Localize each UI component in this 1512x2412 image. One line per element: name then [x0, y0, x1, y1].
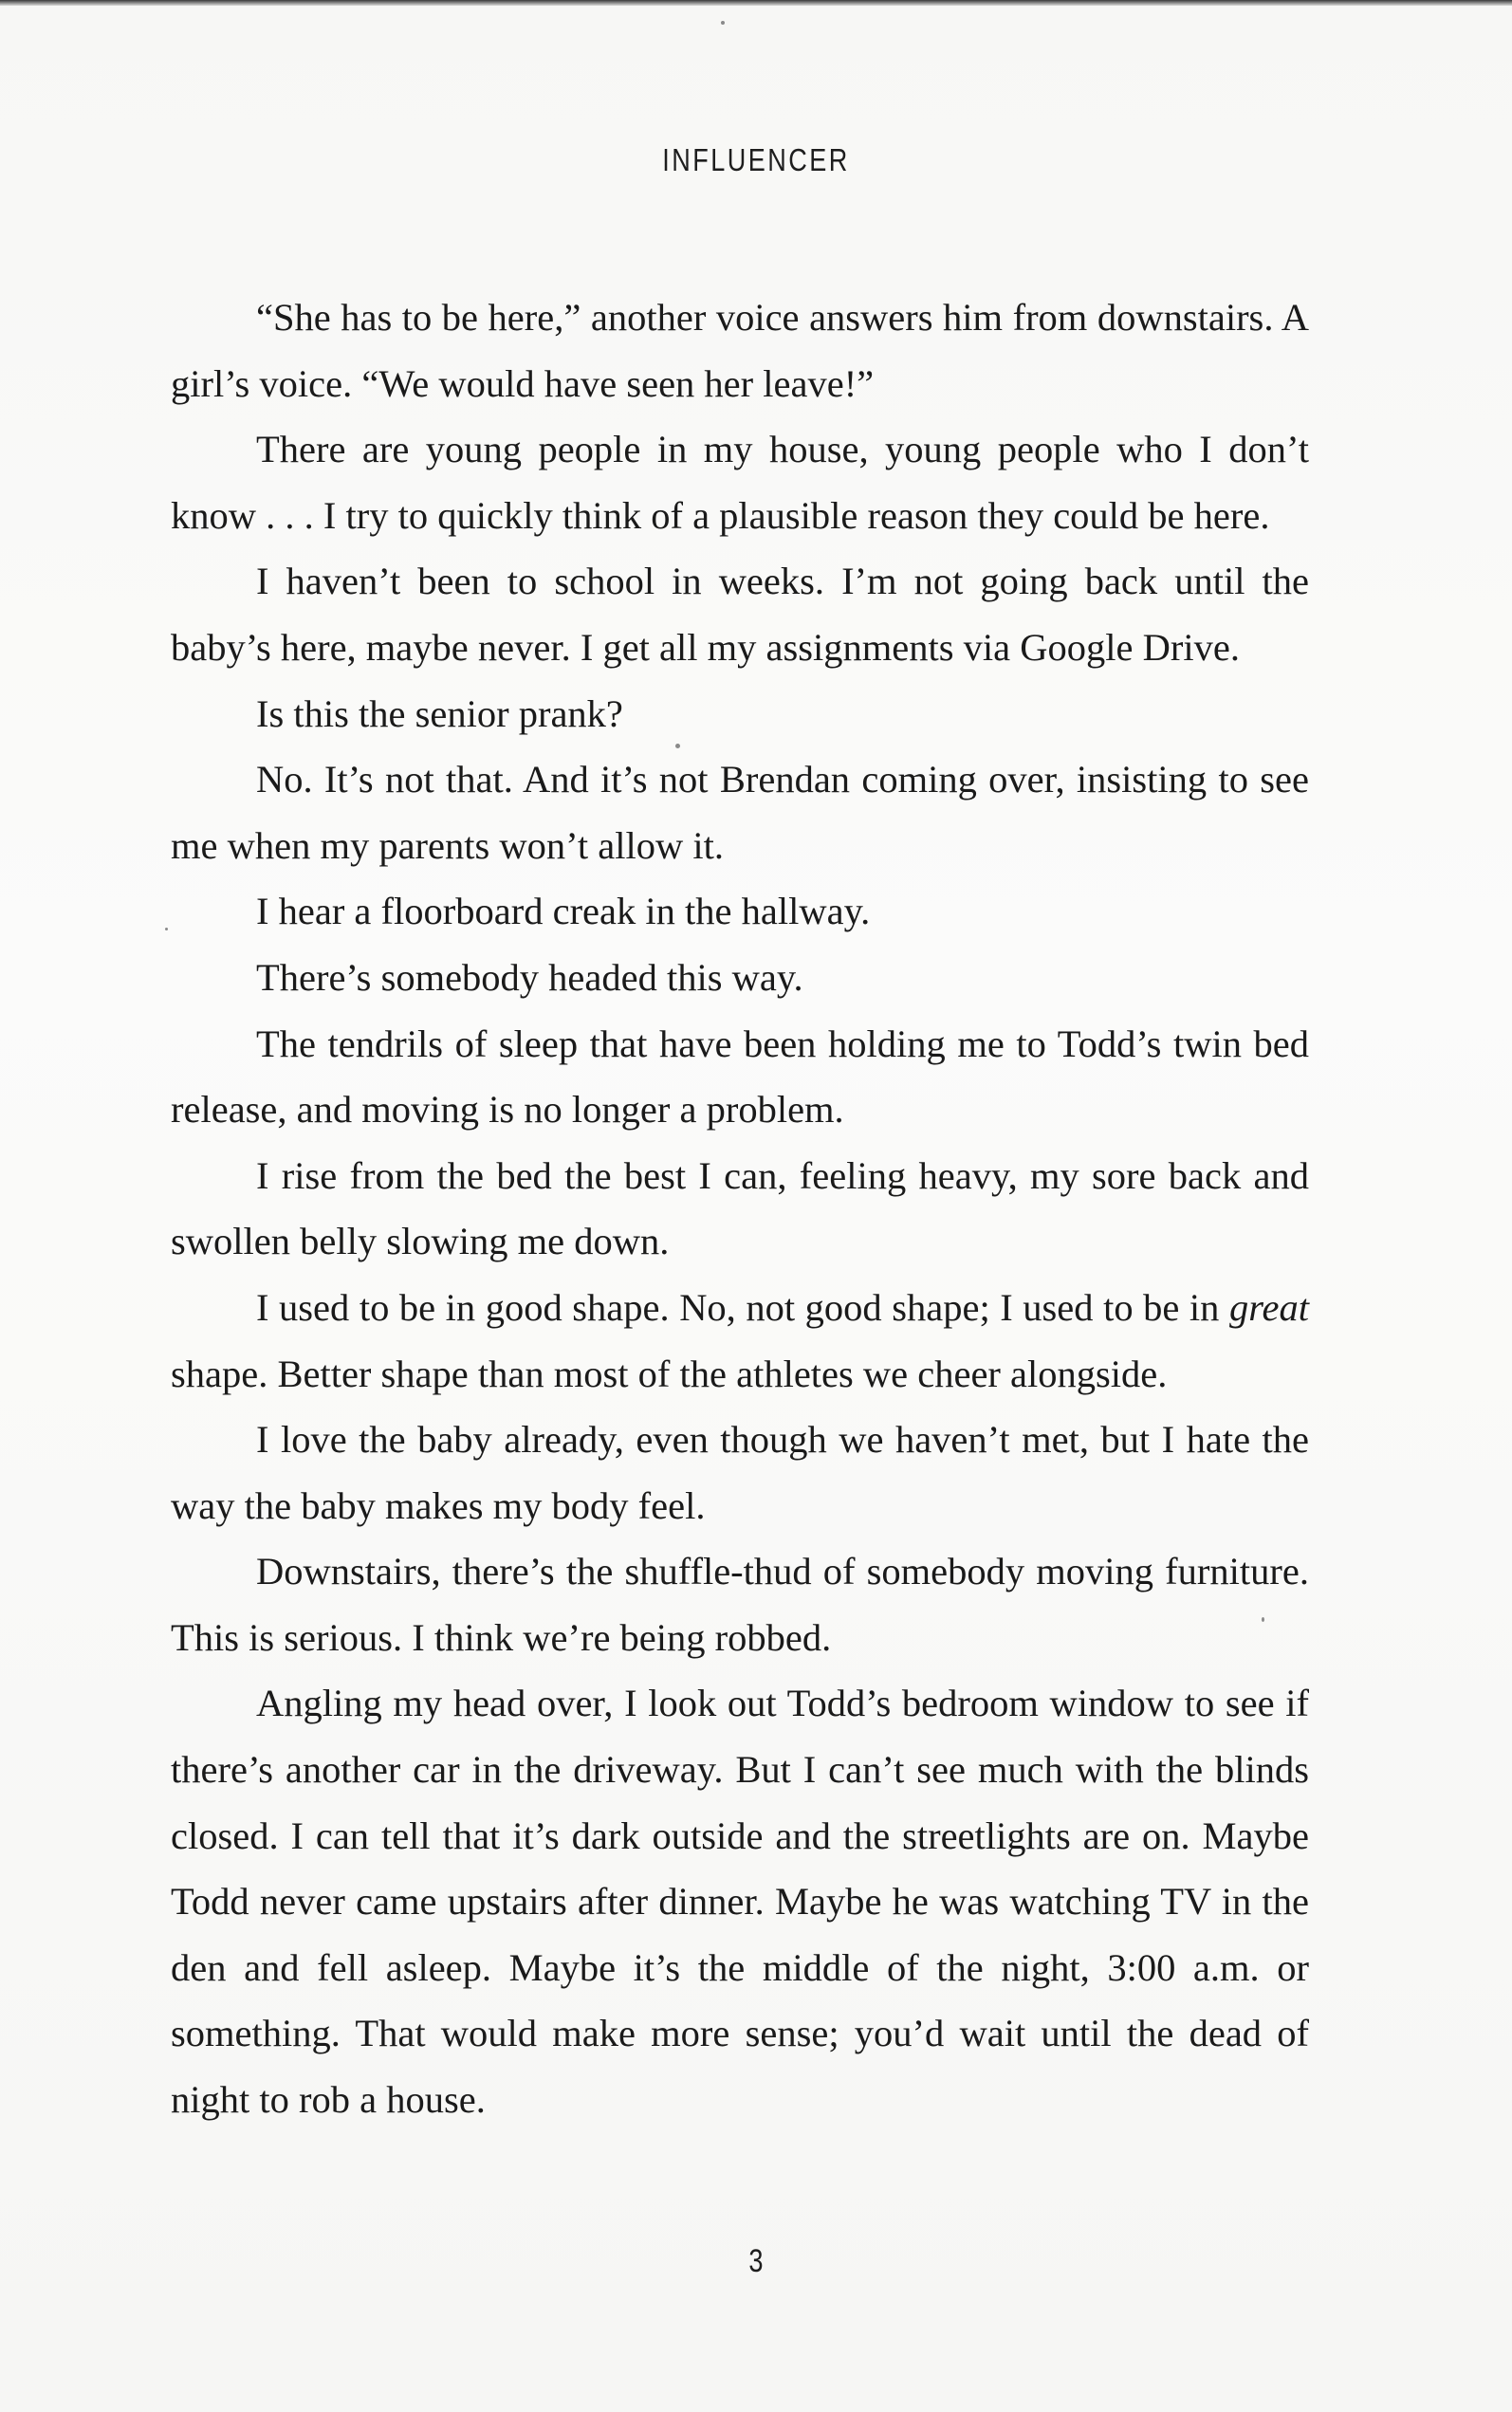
paragraph: Downstairs, there’s the shuffle-thud of somebody moving furniture. This is serious. I think we’re being robbed.: [171, 1550, 1309, 1659]
page-number: 3: [748, 2243, 764, 2279]
paragraph: I haven’t been to school in weeks. I’m not going back until the baby’s here, maybe never. I get all my assignments via Google Drive.: [171, 560, 1309, 669]
paragraph: I hear a floorboard creak in the hallway.: [256, 890, 871, 933]
paragraph: Angling my head over, I look out Todd’s bedroom window to see if there’s another car in the driveway. But I can’t see much with the blinds closed. I can tell that it’s dark outside and the streetlights are on. Maybe Todd never came upstairs after dinner. Maybe he was watching TV in the den and fell asleep. Maybe it’s the middle of the night, 3:00 a.m. or something. That would make more sense; you’d wait until the dead of night to rob a house.: [171, 1682, 1309, 2122]
paragraph: I rise from the bed the best I can, feeling heavy, my sore back and swollen belly slowing me down.: [171, 1153, 1309, 1263]
paragraph: No. It’s not that. And it’s not Brendan coming over, insisting to see me when my parents won’t allow it.: [171, 758, 1309, 867]
body-text: [171, 285, 1309, 2133]
scan-speck: [165, 928, 168, 930]
paragraph: I love the baby already, even though we haven’t met, but I hate the way the baby makes my body feel.: [171, 1418, 1309, 1527]
emphasis-text: great: [1229, 1285, 1309, 1329]
page-top-edge: [0, 0, 1512, 6]
paragraph: There are young people in my house, young people who I don’t know . . . I try to quickly think of a plausible reason they could be here.: [171, 428, 1309, 537]
paragraph: [171, 1275, 1309, 1407]
paragraph: There’s somebody headed this way.: [256, 955, 803, 999]
scan-speck: [721, 21, 725, 25]
paragraph-text: I used to be in good shape. No, not good shape; I used to be in: [256, 1285, 1229, 1329]
paragraph: Is this the senior prank?: [256, 691, 623, 735]
paragraph-text: shape. Better shape than most of the athletes we cheer alongside.: [171, 1352, 1168, 1395]
scan-speck: [675, 744, 680, 748]
paragraph: “She has to be here,” another voice answers him from downstairs. A girl’s voice. “We would have seen her leave!”: [171, 296, 1309, 405]
scan-speck: [1262, 1617, 1264, 1622]
running-head: INFLUENCER: [662, 142, 850, 177]
paragraph: The tendrils of sleep that have been holding me to Todd’s twin bed release, and moving is no longer a problem.: [171, 1022, 1309, 1132]
